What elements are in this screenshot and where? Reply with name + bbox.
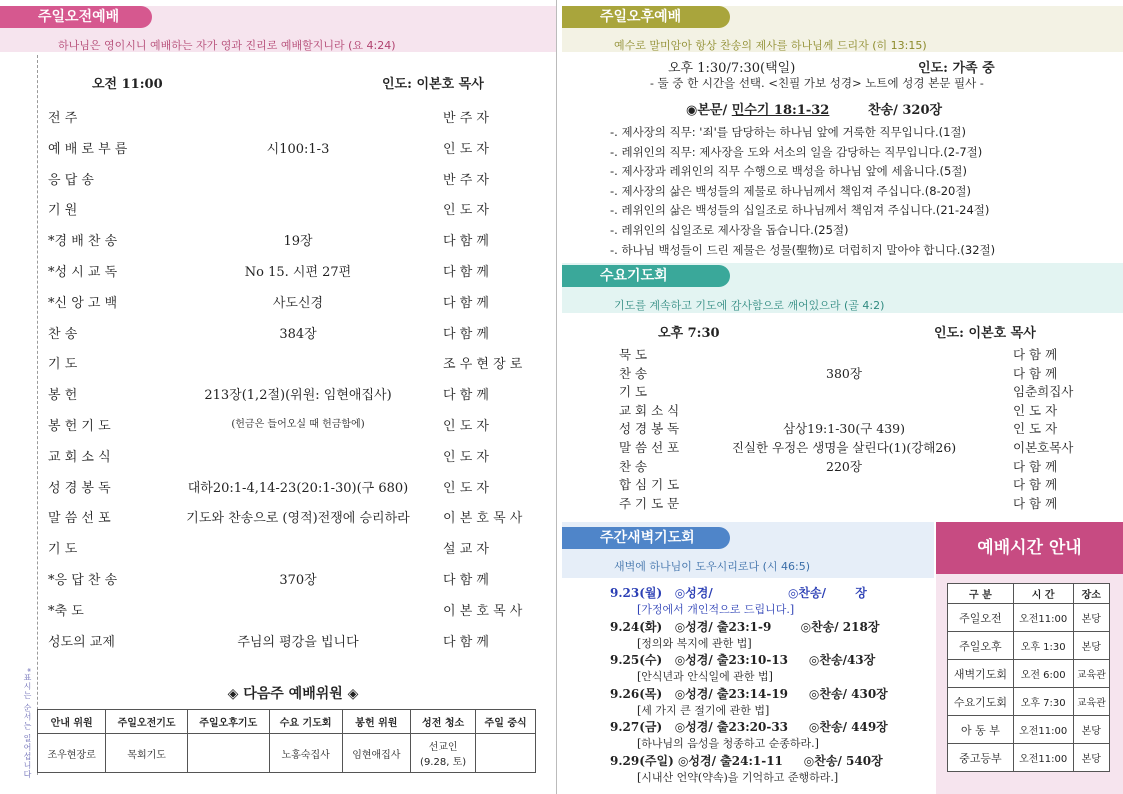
afternoon-time: 오후 1:30/7:30(택일) [668,61,796,76]
order-content: 220장 [826,458,862,474]
order-item: 교 회 소 식 [619,402,680,418]
schedule-header: 장소 [1073,584,1109,604]
schedule-cell: 수요기도회 [948,688,1014,716]
sermon-point: -. 제사장의 직무: '죄'를 담당하는 하나님 앞에 거룩한 직무입니다.(1절) [610,125,967,139]
dawn-verse: 새벽에 하나님이 도우시리로다 (시 46:5) [614,560,811,573]
order-person: 다 함 께 [443,234,489,250]
order-item: *응 답 찬 송 [48,573,118,588]
order-content: 시100:1-3 [266,141,330,157]
order-item: 성 경 봉 독 [48,480,111,496]
schedule-cell: 새벽기도회 [948,660,1014,688]
text-reference: 민수기 18:1-32 [731,103,830,118]
order-person: 인 도 자 [1013,421,1058,437]
order-content: 19장 [283,234,313,250]
order-row [619,401,1095,419]
order-row [48,138,538,158]
sermon-point: -. 제사장의 삶은 백성들의 제물로 하나님께서 책임져 주십니다.(8-20절) [610,183,971,198]
order-item: 봉 헌 기 도 [48,419,111,434]
order-item: *축 도 [48,603,84,619]
order-row [48,631,538,651]
order-row [48,538,538,558]
schedule-title: 예배시간 안내 [936,522,1123,574]
standing-note: *표시는 순서는 일어섭니다 [23,668,32,780]
next-week-cell: 임현애집사 [342,734,410,773]
morning-time: 오전 11:00 [92,77,163,92]
order-person: 임춘희집사 [1013,384,1074,400]
order-person: 설 교 자 [443,542,489,558]
schedule-row [948,660,1110,688]
order-item: 기 원 [48,203,78,219]
order-item: 말 씀 선 포 [619,440,680,455]
order-item: 기 도 [619,384,648,400]
order-person: 반 주 자 [443,172,489,188]
order-content: 370장 [279,573,317,588]
order-person: 인 도 자 [443,480,489,496]
order-person: 다 함 께 [443,388,489,404]
afternoon-note: - 둘 중 한 시간을 선택. <친필 가보 성경> 노트에 성경 본문 필사 - [650,76,984,90]
schedule-row [948,632,1110,660]
order-row [619,364,1095,382]
schedule-header: 시 간 [1013,584,1073,604]
schedule-table [947,583,1110,772]
order-person: 다 함 께 [443,295,489,311]
sermon-point: -. 레위인의 십일조로 제사장을 돕습니다.(25절) [610,223,849,237]
order-content: 384장 [279,326,317,342]
dawn-topic: [세 가지 큰 절기에 관한 법] [637,703,770,717]
dawn-topic: [시내산 언약(약속)을 기억하고 준행하라.] [637,771,839,784]
order-row [48,415,538,435]
order-content: 기도와 찬송으로 (영적)전쟁에 승리하라 [186,511,410,527]
order-person: 이 본 호 목 사 [443,511,523,527]
schedule-cell: 주일오전 [948,604,1014,632]
next-week-header: 수요 기도회 [269,710,342,734]
schedule-cell: 본당 [1073,632,1109,660]
next-week-cell: 선교인 (9.28, 토) [410,734,475,773]
sermon-point: -. 하나님 백성들이 드린 제물은 성물(聖物)로 더럽히지 말아야 합니다.(32절) [610,242,996,257]
order-item: *성 시 교 독 [48,265,118,280]
order-person: 인 도 자 [1013,402,1058,418]
order-item: 교 회 소 식 [48,449,111,465]
order-content: 진실한 우정은 생명을 살린다(1)(강해26) [731,440,957,455]
dawn-topic: [하나님의 음성을 청종하고 순종하라.] [637,737,819,751]
order-row [48,323,538,343]
schedule-row [948,744,1110,772]
order-content: 삼상19:1-30(구 439) [782,421,905,437]
order-content: 사도신경 [272,295,324,311]
morning-verse: 하나님은 영이시니 예배하는 자가 영과 진리로 예배할지니라 (요 4:24) [58,39,396,52]
order-item: 찬 송 [619,365,648,381]
order-row [619,438,1095,456]
order-person: 조 우 현 장 로 [443,357,523,373]
schedule-cell: 중고등부 [948,744,1014,772]
order-row [48,261,538,281]
order-row [48,169,538,189]
next-week-cell [187,734,269,773]
schedule-row [948,604,1110,632]
next-week-header: 봉헌 위원 [342,710,410,734]
order-row [619,475,1095,493]
order-row [619,345,1095,363]
dawn-day: 9.25(수) ◎성경/ 출23:10-13 ◎찬송/43장 [610,653,876,668]
schedule-cell: 본당 [1073,744,1109,772]
order-item: 봉 헌 [48,388,78,404]
afternoon-service-title: 주일오후예배 [562,6,730,28]
order-item: 찬 송 [619,458,648,474]
order-row [619,419,1095,437]
dawn-day: 9.27(금) ◎성경/ 출23:20-33 ◎찬송/ 449장 [610,720,888,735]
dawn-day: 9.29(주일) ◎성경/ 출24:1-11 ◎찬송/ 540장 [610,754,883,768]
order-person: 다 함 께 [443,634,489,650]
schedule-cell: 오전 6:00 [1013,660,1073,688]
text-prefix: ◉본문/ [686,103,732,118]
afternoon-text [686,99,829,118]
order-row [619,457,1095,475]
dawn-day: 9.24(화) ◎성경/ 출23:1-9 ◎찬송/ 218장 [610,619,880,634]
page-divider [556,0,557,794]
order-row [48,446,538,466]
schedule-cell: 오전11:00 [1013,744,1073,772]
afternoon-hymn: 찬송/ 320장 [868,103,943,118]
next-week-cell: 노홍숙집사 [269,734,342,773]
order-person: 다 함 께 [443,573,489,588]
order-content: 213장(1,2절)(위원: 임현애집사) [204,388,392,404]
worship-schedule-box [936,522,1123,794]
next-week-title: ◈ 다음주 예배위원 ◈ [227,686,359,702]
wednesday-time: 오후 7:30 [658,326,720,341]
order-item: 기 도 [48,542,78,558]
schedule-cell: 주일오후 [948,632,1014,660]
order-item: 합 심 기 도 [619,477,680,493]
next-week-header: 성전 청소 [410,710,475,734]
order-item: 찬 송 [48,326,78,342]
dawn-day: 9.26(목) ◎성경/ 출23:14-19 ◎찬송/ 430장 [610,686,888,701]
sermon-point: -. 레위인의 삶은 백성들의 십일조로 하나님께서 책임져 주십니다.(21-24절) [610,203,990,218]
schedule-cell: 본당 [1073,716,1109,744]
order-item: 응 답 송 [48,172,94,188]
next-week-cell: 조우현장로 [38,734,106,773]
order-row [48,477,538,497]
next-week-header: 주일오후기도 [187,710,269,734]
order-item: *신 앙 고 백 [48,295,118,311]
order-content: 대하20:1-4,14-23(20:1-30)(구 680) [187,480,409,496]
order-row [48,199,538,219]
order-row [48,600,538,620]
order-person: 이 본 호 목 사 [443,603,523,619]
order-item: 전 주 [48,111,78,126]
order-row [48,353,538,373]
dawn-topic: [가정에서 개인적으로 드립니다.] [637,603,795,616]
order-item: 말 씀 선 포 [48,511,111,527]
order-row [619,494,1095,512]
schedule-row [948,716,1110,744]
morning-service-page [0,0,556,794]
next-week-header: 안내 위원 [38,710,106,734]
order-person: 다 함 께 [443,326,489,342]
wednesday-service-title: 수요기도회 [562,265,730,287]
dawn-topic: [안식년과 안식일에 관한 법] [637,670,773,684]
order-person: 반 주 자 [443,111,489,126]
schedule-row [948,688,1110,716]
order-item: *경 배 찬 송 [48,234,118,250]
schedule-cell: 본당 [1073,604,1109,632]
wednesday-verse: 기도를 계속하고 기도에 감사함으로 깨어있으라 (골 4:2) [614,299,885,312]
order-person: 다 함 께 [443,265,489,280]
schedule-cell: 오전11:00 [1013,716,1073,744]
schedule-cell: 오전11:00 [1013,604,1073,632]
order-person: 인 도 자 [443,419,489,434]
order-person: 인 도 자 [443,141,489,157]
sermon-point: -. 제사장과 레위인의 직무 수행으로 백성을 하나님 앞에 세웁니다.(5절) [610,164,967,179]
next-week-cell: 목회기도 [106,734,188,773]
next-week-header: 주일오전기도 [106,710,188,734]
morning-leader: 인도: 이본호 목사 [382,77,484,92]
order-content: 380장 [826,365,862,381]
dawn-topic: [정의와 복지에 관한 법] [637,636,752,650]
sermon-point: -. 레위인의 직무: 제사장을 도와 서소의 일을 감당하는 직무입니다.(2-7절) [610,144,983,159]
order-person: 인 도 자 [443,449,489,465]
order-row [48,107,538,127]
order-person: 다 함 께 [1013,458,1058,474]
schedule-cell: 교육관 [1073,688,1109,716]
order-item: 묵 도 [619,347,648,362]
order-person: 다 함 께 [1013,477,1058,493]
order-person: 다 함 께 [1013,365,1058,381]
order-row [48,230,538,250]
order-person: 인 도 자 [443,203,489,219]
next-week-header: 주일 중식 [476,710,536,734]
order-item: 성도의 교제 [48,634,115,650]
dawn-service-title: 주간새벽기도회 [562,527,730,549]
schedule-cell: 오후 1:30 [1013,632,1073,660]
wednesday-leader: 인도: 이본호 목사 [934,326,1036,341]
next-week-table [37,709,536,773]
order-content: 주님의 평강을 빕니다 [237,634,359,650]
afternoon-leader: 인도: 가족 중 [918,61,995,76]
order-person: 다 함 께 [1013,495,1058,511]
schedule-cell: 교육관 [1073,660,1109,688]
order-row [48,384,538,404]
order-row [619,382,1095,400]
order-item: 기 도 [48,357,78,373]
order-item: 주 기 도 문 [619,495,680,511]
order-row [48,569,538,589]
schedule-cell: 아 동 부 [948,716,1014,744]
afternoon-verse: 예수로 말미암아 항상 찬송의 제사를 하나님께 드리자 (히 13:15) [614,39,927,52]
order-person: 이본호목사 [1013,440,1074,455]
next-week-cell [476,734,536,773]
order-person: 다 함 께 [1013,347,1058,362]
morning-service-title: 주일오전예배 [0,6,152,28]
dawn-day: 9.23(월) ◎성경/ ◎찬송/ 장 [610,586,867,600]
order-item: 예 배 로 부 름 [48,141,128,157]
order-row [48,507,538,527]
order-content: (헌금은 들어오실 때 헌금함에) [231,419,365,430]
order-item: 성 경 봉 독 [619,421,680,437]
order-row [48,292,538,312]
schedule-cell: 오후 7:30 [1013,688,1073,716]
schedule-header: 구 분 [948,584,1014,604]
order-content: No 15. 시편 27편 [244,265,352,280]
